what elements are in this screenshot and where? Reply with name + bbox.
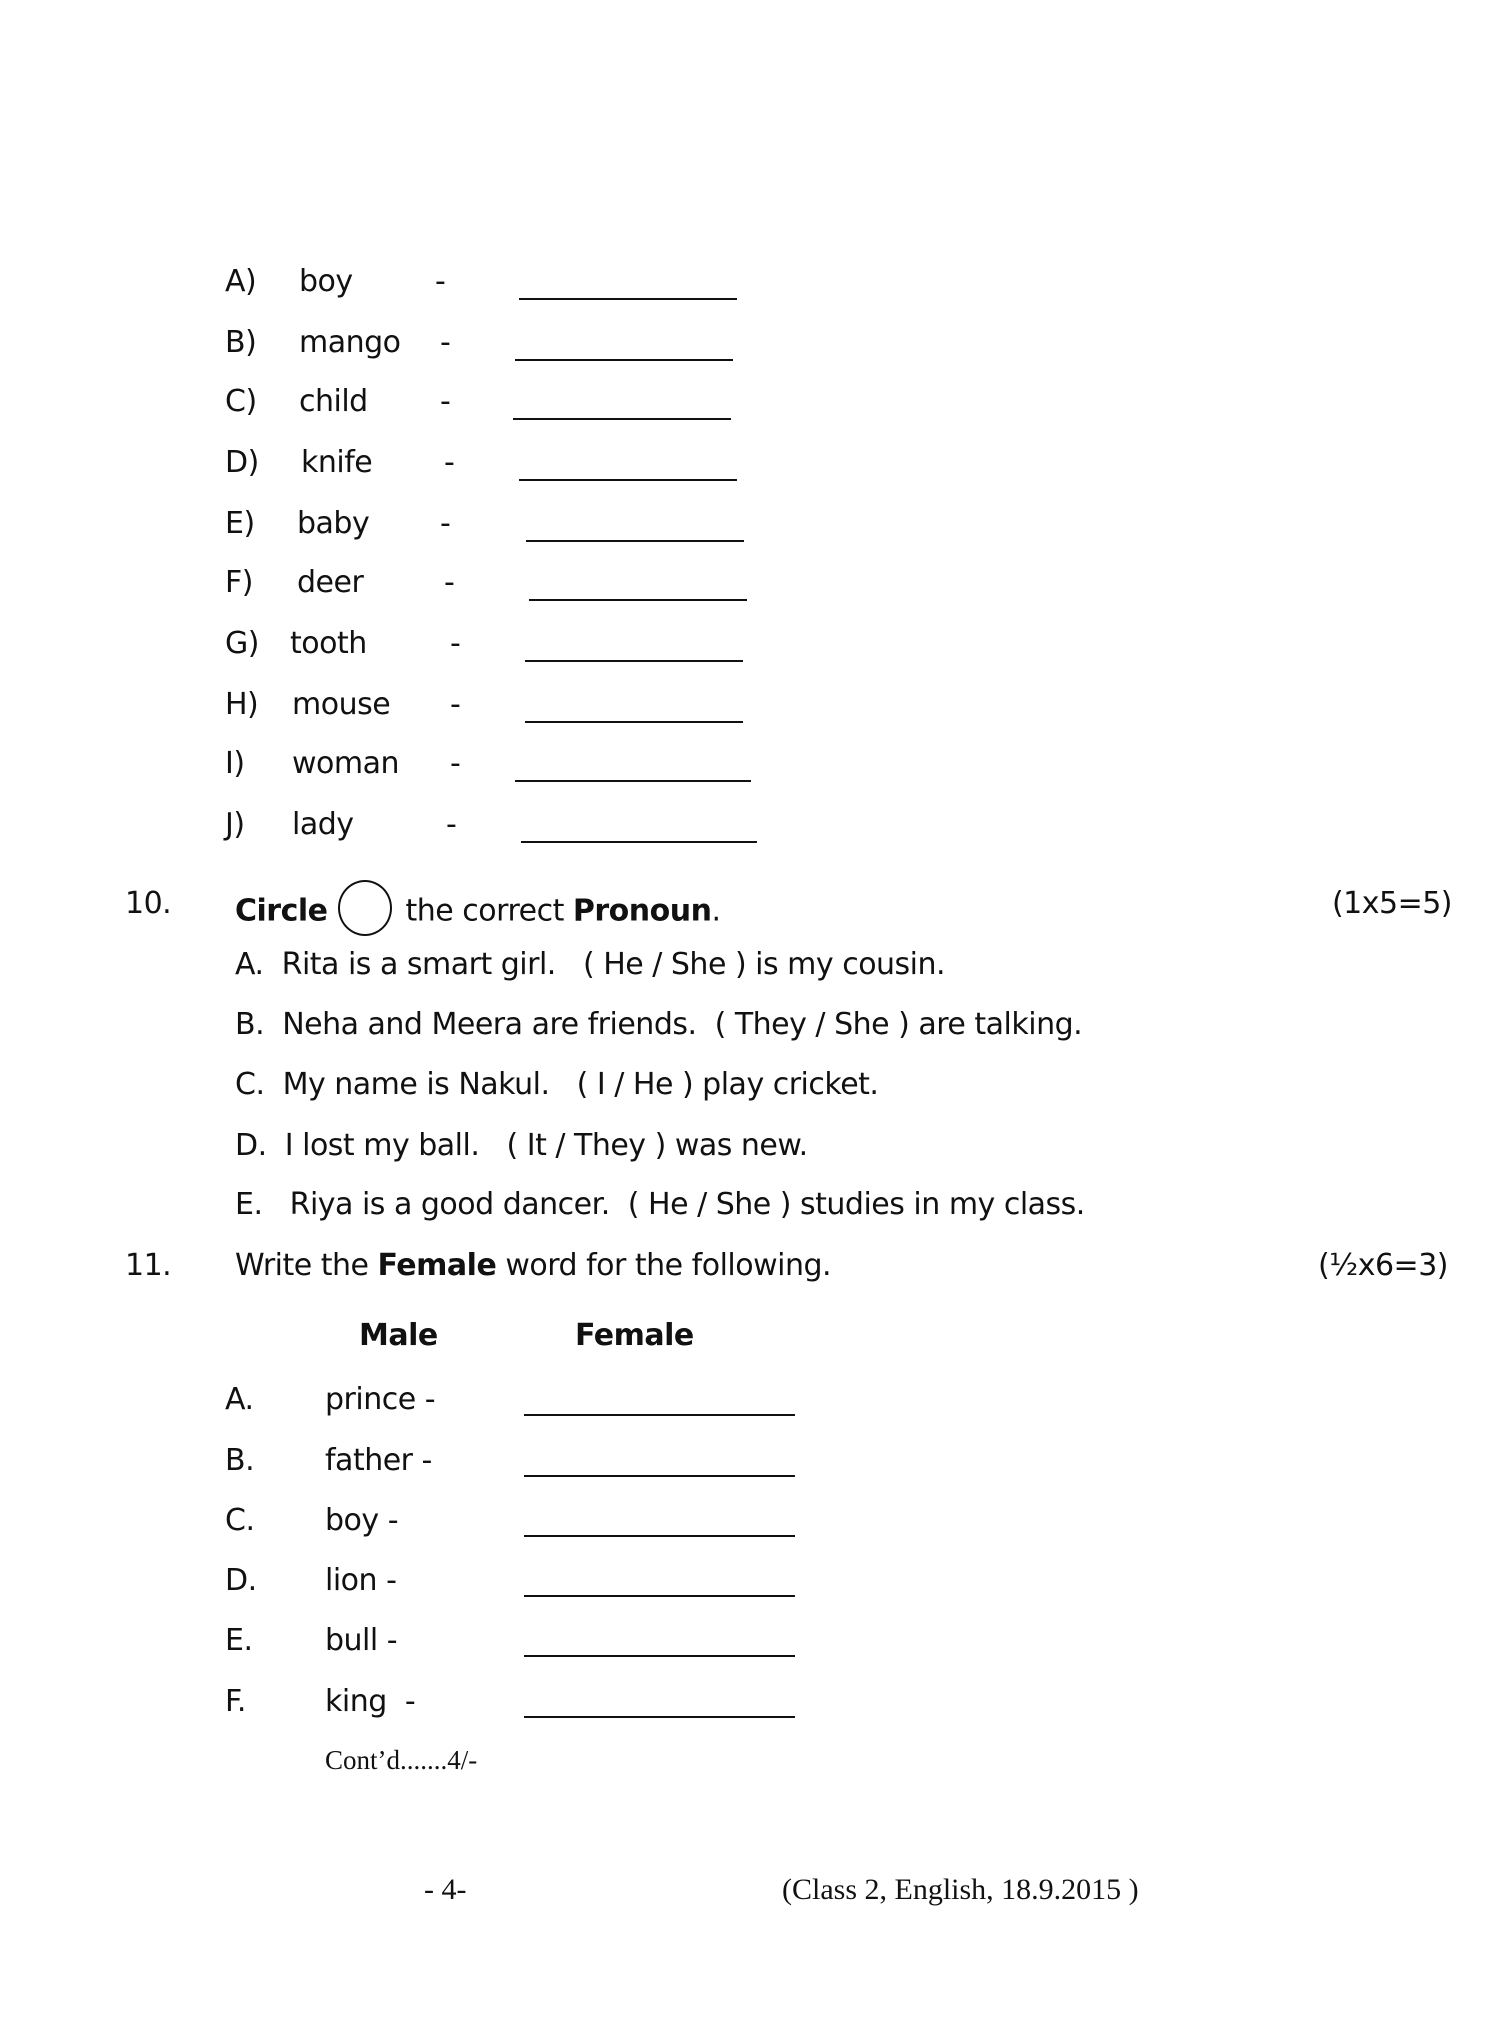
item-text[interactable]: Neha and Meera are friends. ( They / She ) are talking. bbox=[282, 1007, 1083, 1042]
item-word: lady bbox=[292, 807, 354, 842]
answer-blank[interactable] bbox=[524, 1595, 795, 1597]
answer-blank[interactable] bbox=[519, 298, 737, 300]
item-word: woman bbox=[292, 746, 400, 781]
item-word: mango bbox=[299, 325, 401, 360]
pronoun-item bbox=[235, 945, 945, 985]
item-letter: D) bbox=[225, 445, 259, 480]
item-word: tooth bbox=[290, 626, 367, 661]
exam-info: (Class 2, English, 18.9.2015 ) bbox=[782, 1873, 1139, 1906]
column-header-female: Female bbox=[575, 1318, 694, 1353]
item-dash: - bbox=[446, 807, 457, 842]
column-header-male: Male bbox=[359, 1318, 438, 1353]
page-number: - 4- bbox=[424, 1873, 467, 1906]
item-letter: E. bbox=[235, 1187, 263, 1222]
pronoun-item bbox=[235, 1126, 808, 1166]
question-number: 10. bbox=[125, 886, 172, 921]
continued-note: Cont’d.......4/- bbox=[325, 1745, 478, 1775]
item-letter: B) bbox=[225, 325, 257, 360]
item-dash: - bbox=[444, 445, 455, 480]
item-letter: A) bbox=[225, 264, 257, 299]
answer-blank[interactable] bbox=[515, 359, 733, 361]
item-letter: J) bbox=[225, 807, 245, 842]
item-text[interactable]: Rita is a smart girl. ( He / She ) is my cousin. bbox=[281, 947, 946, 982]
pronoun-item bbox=[235, 1065, 878, 1105]
item-letter: E) bbox=[225, 506, 255, 541]
item-word: deer bbox=[297, 565, 364, 600]
answer-blank[interactable] bbox=[519, 479, 737, 481]
answer-blank[interactable] bbox=[524, 1655, 795, 1657]
item-text[interactable]: I lost my ball. ( It / They ) was new. bbox=[284, 1128, 808, 1163]
item-dash: - bbox=[435, 264, 446, 299]
item-dash: - bbox=[444, 565, 455, 600]
question-number: 11. bbox=[125, 1248, 172, 1283]
pronoun-item bbox=[235, 1005, 1082, 1045]
answer-blank[interactable] bbox=[525, 660, 743, 662]
item-dash: - bbox=[440, 325, 451, 360]
question-marks: (½x6=3) bbox=[1317, 1248, 1448, 1283]
item-word: king - bbox=[325, 1684, 416, 1719]
item-word: prince - bbox=[325, 1382, 436, 1417]
title-bold: Pronoun bbox=[572, 893, 712, 929]
answer-blank[interactable] bbox=[524, 1716, 795, 1718]
item-letter: A. bbox=[235, 947, 264, 982]
question-marks: (1x5=5) bbox=[1331, 886, 1452, 921]
item-letter: I) bbox=[225, 746, 245, 781]
item-letter: C) bbox=[225, 384, 257, 419]
title-text: the correct bbox=[405, 893, 564, 929]
title-text: Write the bbox=[235, 1248, 369, 1283]
item-word: baby bbox=[297, 506, 370, 541]
answer-blank[interactable] bbox=[529, 599, 747, 601]
item-letter: E. bbox=[225, 1623, 253, 1658]
item-word: lion - bbox=[325, 1563, 397, 1598]
pronoun-item bbox=[235, 1185, 1085, 1225]
item-letter: C. bbox=[225, 1503, 255, 1538]
question-title bbox=[235, 1246, 831, 1286]
answer-blank[interactable] bbox=[525, 721, 743, 723]
answer-blank[interactable] bbox=[513, 418, 731, 420]
item-word: bull - bbox=[325, 1623, 398, 1658]
item-letter: F) bbox=[225, 565, 253, 600]
item-dash: - bbox=[440, 506, 451, 541]
item-dash: - bbox=[450, 687, 461, 722]
item-word: mouse bbox=[292, 687, 391, 722]
item-word: father - bbox=[325, 1443, 432, 1478]
answer-blank[interactable] bbox=[526, 540, 744, 542]
item-letter: G) bbox=[225, 626, 259, 661]
item-letter: A. bbox=[225, 1382, 254, 1417]
item-word: boy - bbox=[325, 1503, 399, 1538]
answer-blank[interactable] bbox=[515, 780, 751, 782]
item-letter: B. bbox=[225, 1443, 255, 1478]
circle-icon bbox=[338, 880, 392, 936]
answer-blank[interactable] bbox=[524, 1535, 795, 1537]
item-letter: D. bbox=[225, 1563, 257, 1598]
answer-blank[interactable] bbox=[524, 1475, 795, 1477]
title-bold: Circle bbox=[235, 893, 328, 929]
item-letter: F. bbox=[225, 1684, 246, 1719]
item-dash: - bbox=[450, 626, 461, 661]
item-letter: B. bbox=[235, 1007, 265, 1042]
item-text[interactable]: Riya is a good dancer. ( He / She ) studies in my class. bbox=[280, 1187, 1085, 1222]
item-letter: H) bbox=[225, 687, 259, 722]
item-letter: C. bbox=[235, 1067, 265, 1102]
item-word: child bbox=[299, 384, 368, 419]
item-letter: D. bbox=[235, 1128, 267, 1163]
item-text[interactable]: My name is Nakul. ( I / He ) play cricket. bbox=[282, 1067, 879, 1102]
answer-blank[interactable] bbox=[524, 1414, 795, 1416]
item-word: knife bbox=[301, 445, 373, 480]
item-dash: - bbox=[440, 384, 451, 419]
title-bold: Female bbox=[377, 1248, 497, 1283]
item-dash: - bbox=[450, 746, 461, 781]
title-text: word for the following. bbox=[505, 1248, 832, 1283]
item-word: boy bbox=[299, 264, 353, 299]
question-title bbox=[235, 884, 721, 929]
title-end: . bbox=[711, 893, 721, 929]
answer-blank[interactable] bbox=[521, 841, 757, 843]
